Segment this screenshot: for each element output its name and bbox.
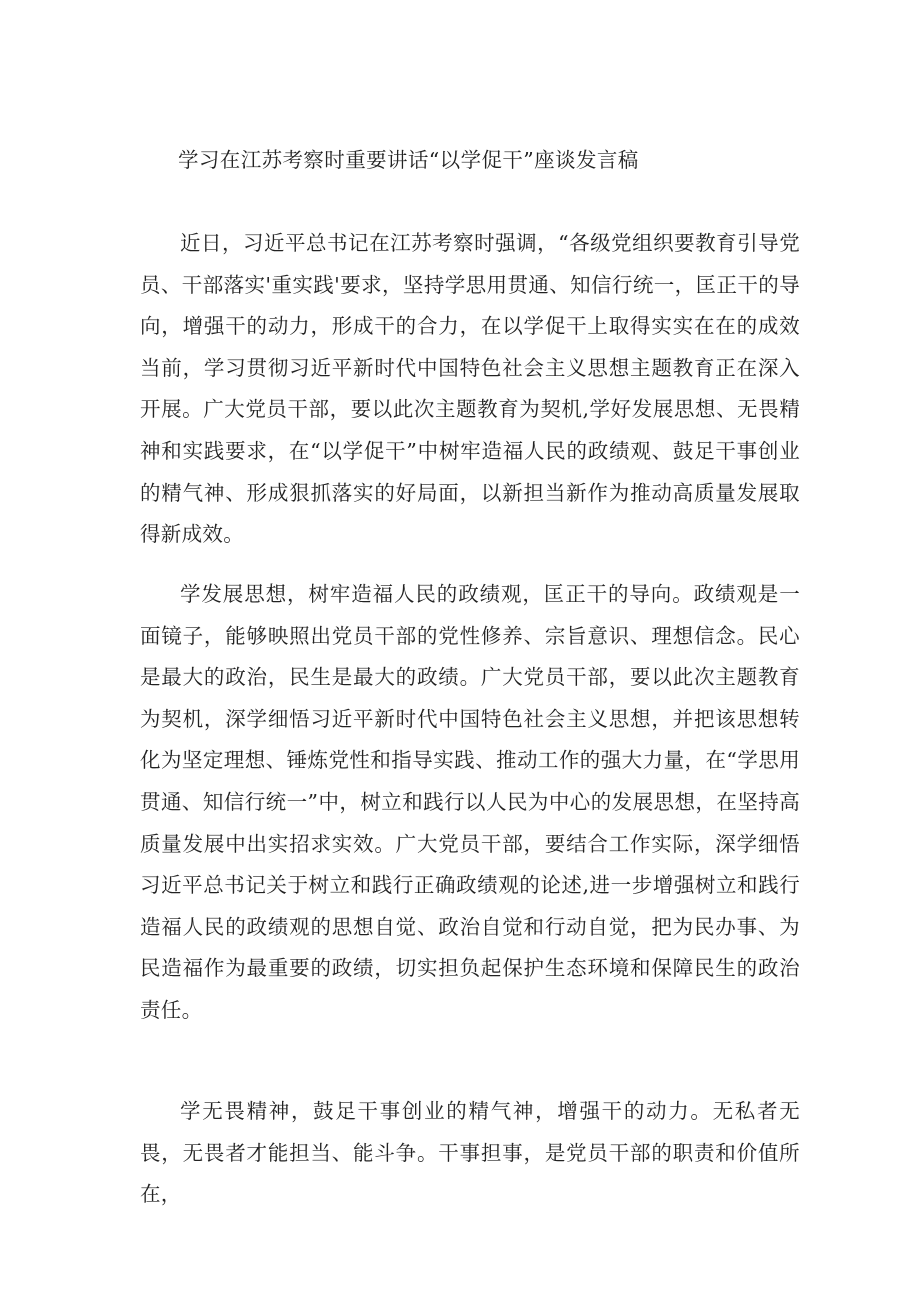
document-title: 学习在江苏考察时重要讲话“以学促干”座谈发言稿 bbox=[178, 148, 639, 172]
paragraph-development-thought: 学发展思想，树牢造福人民的政绩观，匡正干的导向。政绩观是一面镜子，能够映照出党员干部的党性修养、宗旨意识、理想信念。民心是最大的政治，民生是最大的政绩。广大党员干部，要以此次主题教育为契机，深学细悟习近平新时代中国特色社会主义思想，并把该思想转化为坚定理想、锤炼党性和指导实践、推动工作的强大力量，在“学思用贯通、知信行统一”中，树立和践行以人民为中心的发展思想，在坚持高质量发展中出实招求实效。广大党员干部，要结合工作实际，深学细悟习近平总书记关于树立和践行正确政绩观的论述,进一步增强树立和践行造福人民的政绩观的思想自觉、政治自觉和行动自觉，把为民办事、为民造福作为最重要的政绩，切实担负起保护生态环境和保障民生的政治责任。 bbox=[140, 582, 800, 1022]
paragraph-intro: 近日，习近平总书记在江苏考察时强调，“各级党组织要教育引导党员、干部落实'重实践'要求，坚持学思用贯通、知信行统一，匡正干的导向，增强干的动力，形成干的合力，在以学促干上取得实实在在的成效当前，学习贯彻习近平新时代中国特色社会主义思想主题教育正在深入开展。广大党员干部，要以此次主题教育为契机,学好发展思想、无畏精神和实践要求，在“以学促干”中树牢造福人民的政绩观、鼓足干事创业的精气神、形成狠抓落实的好局面，以新担当新作为推动高质量发展取得新成效。 bbox=[140, 231, 800, 547]
paragraph-fearless-spirit: 学无畏精神，鼓足干事创业的精气神，增强干的动力。无私者无畏，无畏者才能担当、能斗争。干事担事，是党员干部的职责和价值所在， bbox=[140, 1099, 800, 1207]
